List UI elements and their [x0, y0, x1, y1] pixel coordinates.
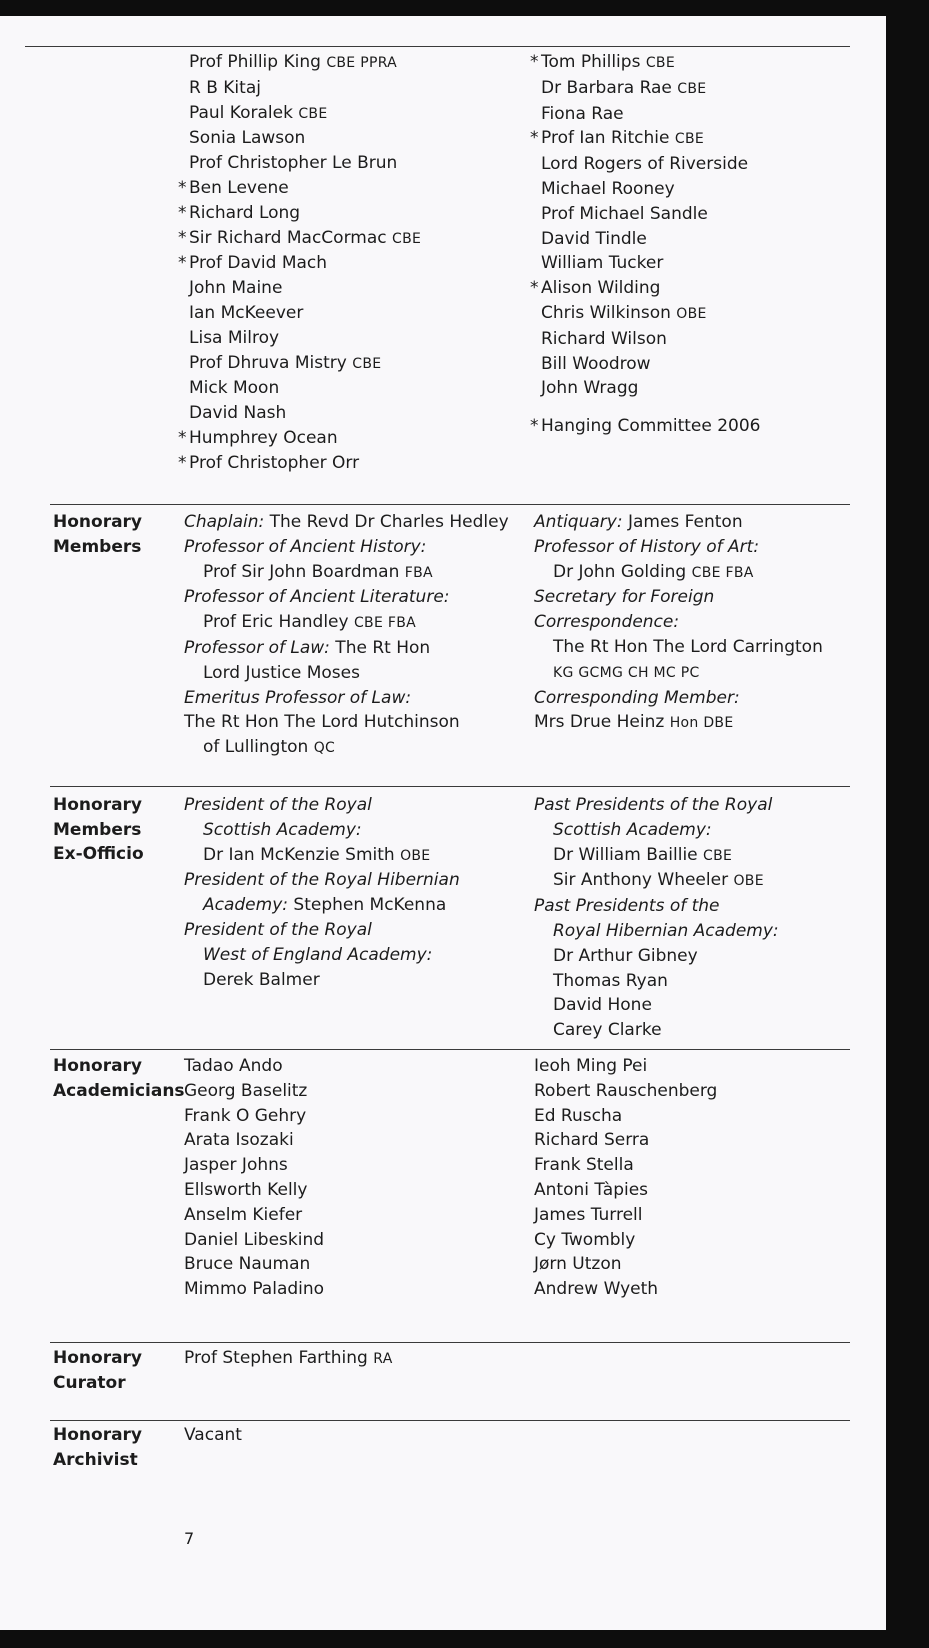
member-honours: CBE	[645, 55, 675, 71]
section-label-honorary-archivist: Honorary Archivist	[53, 1425, 143, 1470]
role-title: Professor of Law:	[184, 637, 330, 658]
member-name: David Tindle	[541, 228, 647, 249]
hanging-committee-marker: *	[178, 177, 187, 198]
member-name: Prof Phillip King	[189, 52, 321, 72]
member-name: Alison Wilding	[541, 278, 661, 299]
list-item: Tadao Ando	[184, 1056, 283, 1076]
hanging-committee-marker: *	[530, 128, 539, 149]
member-name: Sir Richard MacCormac	[189, 227, 387, 248]
member-name: Carey Clarke	[553, 1020, 662, 1041]
role-title: Correspondence:	[534, 612, 680, 633]
list-item	[184, 868, 460, 893]
list-item	[189, 126, 421, 151]
member-name: Dr Barbara Rae	[541, 77, 672, 98]
honorary-archivist-entry: Vacant	[184, 1425, 242, 1445]
member-name: Prof Christopher Le Brun	[189, 153, 398, 174]
member-name: Lord Justice Moses	[203, 662, 360, 683]
member-name: Paul Koralek	[189, 102, 293, 123]
member-honours: FBA	[404, 564, 433, 581]
member-name: of Lullington	[203, 737, 309, 758]
member-name: Prof Dhruva Mistry	[189, 352, 347, 373]
list-item	[178, 226, 422, 252]
member-name: Fiona Rae	[541, 103, 624, 124]
member-name: David Nash	[189, 403, 287, 424]
member-honours: CBE	[674, 131, 705, 148]
list-item	[541, 76, 761, 102]
role-title: Professor of Ancient History:	[184, 536, 427, 557]
rule-honorary-members	[50, 504, 850, 505]
role-title: Secretary for Foreign	[534, 587, 715, 608]
role-title: Scottish Academy:	[203, 819, 362, 840]
list-item	[184, 510, 509, 535]
list-item	[534, 868, 779, 894]
list-item	[189, 101, 421, 127]
role-title: Professor of History of Art:	[534, 536, 760, 557]
list-item: Frank Stella	[534, 1155, 634, 1176]
list-item	[541, 301, 761, 327]
list-item	[534, 710, 823, 736]
hanging-committee-marker: *	[530, 416, 539, 437]
member-name: Dr Ian McKenzie Smith	[203, 844, 395, 865]
hanging-committee-marker: *	[178, 202, 187, 223]
member-honours: OBE	[400, 847, 431, 864]
member-name: David Hone	[553, 995, 652, 1016]
honorary-curator-entry: Prof Stephen Farthing RA	[184, 1348, 393, 1368]
role-title: Chaplain:	[184, 512, 265, 532]
member-name: Prof Eric Handley	[203, 612, 349, 633]
list-item: Mimmo Paladino	[184, 1279, 325, 1300]
member-name: Mrs Drue Heinz	[534, 712, 665, 733]
section-label-honorary-members: Honorary Members	[53, 512, 143, 557]
member-name: The Rt Hon The Lord Carrington	[553, 636, 823, 657]
member-name: R B Kitaj	[189, 77, 261, 98]
honorary-members-left-column	[184, 510, 509, 761]
list-item	[178, 426, 421, 451]
member-name: The Revd Dr Charles Hedley	[264, 512, 509, 532]
role-title: Past Presidents of the	[534, 896, 720, 917]
member-name: Michael Rooney	[541, 178, 675, 199]
member-name: William Tucker	[541, 253, 664, 274]
member-honours: CBE FBA	[691, 564, 754, 581]
list-item: Cy Twombly	[534, 1229, 636, 1250]
list-item	[184, 636, 509, 661]
list-item	[184, 710, 509, 735]
list-item: Robert Rauschenberg	[534, 1080, 718, 1101]
list-item	[534, 660, 823, 686]
member-honours: CBE	[677, 80, 707, 97]
page-number: 7	[184, 1529, 195, 1548]
member-name: Dr John Golding	[553, 561, 687, 582]
list-item: Ellsworth Kelly	[184, 1179, 308, 1200]
member-honours: KG GCMG CH MC PC	[553, 664, 700, 681]
member-name: John Maine	[189, 278, 283, 299]
list-item: Bruce Nauman	[184, 1254, 311, 1275]
list-item	[189, 76, 421, 101]
list-item	[184, 943, 460, 968]
member-name: Prof Michael Sandle	[541, 203, 708, 224]
role-title: President of the Royal	[184, 795, 372, 815]
list-item	[178, 176, 421, 201]
list-item	[534, 1018, 779, 1043]
list-item	[184, 686, 509, 711]
role-title: Past Presidents of the Royal	[534, 795, 773, 815]
member-name: Prof Sir John Boardman	[203, 561, 400, 582]
list-item	[184, 661, 509, 686]
member-honours: CBE	[392, 230, 422, 247]
list-item	[184, 610, 509, 636]
list-item: Daniel Libeskind	[184, 1229, 325, 1250]
list-item	[184, 793, 460, 818]
hanging-committee-marker: *	[178, 253, 187, 274]
hanging-committee-footnote	[530, 414, 761, 439]
role-title: Antiquary:	[534, 512, 623, 532]
section-label-ex-officio: Honorary Members Ex-Officio	[53, 795, 144, 865]
list-item: Jørn Utzon	[534, 1254, 622, 1275]
list-item	[541, 376, 761, 401]
list-item	[184, 918, 460, 943]
list-item	[534, 510, 823, 535]
list-item	[534, 993, 779, 1018]
role-title: West of England Academy:	[203, 944, 433, 965]
member-honours: CBE	[703, 847, 733, 864]
list-item	[184, 735, 509, 761]
document-page	[0, 16, 886, 1630]
list-item: Georg Baselitz	[184, 1080, 308, 1101]
member-name: Derek Balmer	[203, 969, 320, 990]
list-item	[184, 818, 460, 843]
honorary-academicians-left-column	[184, 1054, 324, 1302]
ex-officio-right-column	[534, 793, 779, 1043]
member-honours: CBE	[352, 355, 382, 372]
list-item	[189, 301, 421, 326]
list-item	[178, 451, 421, 476]
hanging-committee-marker: *	[178, 452, 187, 473]
member-name: Mick Moon	[189, 378, 280, 399]
member-name: Richard Wilson	[541, 328, 667, 349]
member-name: Bill Woodrow	[541, 353, 651, 374]
ex-officio-left-column	[184, 793, 460, 992]
list-item	[534, 535, 823, 560]
list-item	[178, 251, 421, 276]
list-item	[534, 969, 779, 994]
member-name: Humphrey Ocean	[189, 427, 338, 448]
role-title: Royal Hibernian Academy:	[553, 920, 779, 941]
list-item: James Turrell	[534, 1204, 643, 1225]
honorary-members-right-column	[534, 510, 823, 736]
list-item	[189, 376, 421, 401]
list-item	[534, 894, 779, 919]
list-item	[534, 919, 779, 944]
list-item	[184, 585, 509, 610]
rule-honorary-academicians	[50, 1049, 850, 1050]
list-item: Ed Ruscha	[534, 1105, 623, 1126]
list-item: Jasper Johns	[184, 1155, 288, 1176]
role-title: Professor of Ancient Literature:	[184, 587, 450, 608]
member-name: Lord Rogers of Riverside	[541, 154, 749, 175]
list-item	[184, 968, 460, 993]
list-item	[184, 893, 460, 918]
member-name: Sonia Lawson	[189, 128, 306, 149]
member-name: Thomas Ryan	[553, 970, 668, 991]
list-item	[530, 126, 761, 152]
list-item	[189, 276, 421, 301]
member-name: Prof Ian Ritchie	[541, 128, 670, 149]
rule-honorary-curator	[50, 1342, 850, 1343]
list-item	[189, 50, 421, 76]
list-item	[541, 327, 761, 352]
role-title: Scottish Academy:	[553, 819, 712, 840]
list-item	[534, 944, 779, 969]
member-name: Stephen McKenna	[288, 895, 447, 916]
member-name: Dr Arthur Gibney	[553, 945, 698, 966]
list-item	[541, 177, 761, 202]
member-honours: OBE	[676, 305, 707, 322]
rule-honorary-archivist	[50, 1420, 850, 1421]
role-title: Emeritus Professor of Law:	[184, 687, 412, 708]
hanging-committee-marker: *	[178, 227, 187, 248]
member-name: Ian McKeever	[189, 302, 304, 323]
list-item	[184, 535, 509, 560]
list-item: Frank O Gehry	[184, 1105, 307, 1126]
list-item	[184, 843, 460, 869]
rule-top	[25, 46, 850, 47]
member-honours: CBE FBA	[353, 615, 416, 632]
list-item	[184, 560, 509, 586]
rule-ex-officio	[50, 786, 850, 787]
academicians-left-column	[178, 50, 422, 476]
member-name: Richard Long	[189, 202, 301, 223]
list-item	[534, 560, 823, 586]
member-name: Chris Wilkinson	[541, 302, 671, 323]
list-item	[189, 151, 421, 176]
list-item	[534, 843, 779, 869]
member-name: James Fenton	[622, 512, 743, 532]
hanging-committee-marker: *	[530, 278, 539, 299]
list-item	[534, 635, 823, 660]
list-item	[189, 351, 421, 377]
member-name: Prof David Mach	[189, 253, 328, 274]
list-item	[534, 585, 823, 610]
member-honours: CBE PPRA	[326, 55, 398, 71]
list-item	[530, 276, 761, 301]
list-item	[189, 401, 421, 426]
list-item	[541, 352, 761, 377]
list-item	[541, 227, 761, 252]
member-honours: CBE	[298, 105, 328, 122]
role-title: President of the Royal	[184, 919, 372, 940]
member-honours: Hon DBE	[669, 715, 734, 732]
list-item: Anselm Kiefer	[184, 1204, 303, 1225]
role-title: President of the Royal Hibernian	[184, 870, 460, 891]
role-title: Corresponding Member:	[534, 687, 740, 708]
list-item	[178, 201, 421, 226]
list-item	[534, 686, 823, 711]
member-name: Tom Phillips	[541, 52, 641, 72]
member-name: Lisa Milroy	[189, 327, 280, 348]
list-item: Antoni Tàpies	[534, 1179, 649, 1200]
list-item	[541, 202, 761, 227]
footnote-text: Hanging Committee 2006	[541, 416, 761, 437]
section-label-honorary-curator: Honorary Curator	[53, 1348, 143, 1393]
list-item: Andrew Wyeth	[534, 1279, 659, 1300]
member-name: The Rt Hon	[329, 637, 431, 658]
academicians-right-column	[530, 50, 761, 439]
list-item	[541, 251, 761, 276]
role-title: Academy:	[203, 895, 288, 916]
list-item: Arata Isozaki	[184, 1130, 294, 1151]
list-item	[541, 102, 761, 127]
member-name: Sir Anthony Wheeler	[553, 870, 729, 891]
member-name: Dr William Baillie	[553, 844, 698, 865]
list-item	[534, 818, 779, 843]
hanging-committee-marker: *	[178, 427, 187, 448]
section-label-honorary-academicians: Honorary Academicians	[53, 1056, 185, 1101]
list-item: Richard Serra	[534, 1130, 650, 1151]
member-honours: OBE	[733, 873, 764, 890]
list-item	[541, 152, 761, 177]
list-item	[534, 610, 823, 635]
member-name: The Rt Hon The Lord Hutchinson	[184, 712, 460, 733]
member-honours: QC	[313, 740, 336, 757]
list-item	[534, 793, 779, 818]
hanging-committee-marker: *	[530, 52, 539, 72]
list-item	[530, 50, 761, 76]
member-name: John Wragg	[541, 378, 639, 399]
member-name: Ben Levene	[189, 177, 289, 198]
list-item: Ieoh Ming Pei	[534, 1056, 648, 1076]
list-item	[189, 326, 421, 351]
honorary-academicians-right-column	[534, 1054, 717, 1302]
member-name: Prof Christopher Orr	[189, 452, 360, 473]
